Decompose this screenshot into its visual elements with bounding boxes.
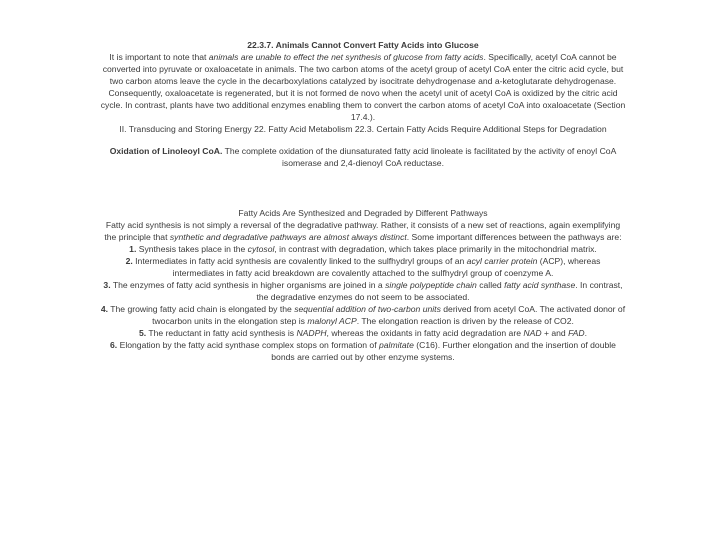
emphasis-text: synthetic and degradative pathways are almost always distinct (169, 232, 407, 242)
item-number: 2. (125, 256, 133, 266)
emphasis-text: single polypeptide chain (385, 280, 477, 290)
emphasis-text: acyl carrier protein (466, 256, 538, 266)
emphasis-text: cytosol (247, 244, 275, 254)
text-run: and (548, 328, 569, 338)
text-run: Elongation by the fatty acid synthase complex stops on formation of (117, 340, 379, 350)
text-run: The reductant in fatty acid synthesis is (146, 328, 297, 338)
emphasis-text: animals are unable to effect the net synthesis of glucose from fatty acids (208, 52, 484, 62)
paragraph-glucose (100, 51, 626, 123)
text-run: The complete oxidation of the diunsaturated fatty acid linoleate is facilitated by the activity of enoyl CoA isomerase and 2,4-dienoyl CoA reductase. (222, 146, 617, 168)
item-number: 5. (138, 328, 147, 338)
text-run: . (584, 328, 588, 338)
item-number: 6. (110, 340, 118, 350)
list-item (100, 339, 626, 363)
section-heading: 22.3.7. Animals Cannot Convert Fatty Acids into Glucose (247, 40, 479, 50)
section-linoleoyl (100, 145, 626, 169)
text-run: . The elongation reaction is driven by the release of CO2. (356, 316, 574, 326)
item-number: 4. (100, 304, 109, 314)
text-run: . Specifically, acetyl CoA cannot be converted into pyruvate or oxaloacetate in animals. The two carbon atoms of the acetyl group of acetyl CoA enter the citric acid cycle, but two carbon atoms leave the cycle in the decarboxylations catalyzed by isocitrate dehydrogenase and a-ketoglutarate dehydrogenase. Consequently, oxaloacetate is regenerated, but it is not formed de novo when the acetyl unit of acetyl CoA is oxidized by the citric acid cycle. In contrast, plants have two additional enzymes enabling them to convert the carbon atoms of acetyl CoA into oxaloacetate (Section 17.4.). (100, 52, 626, 122)
text-run: The growing fatty acid chain is elongated by the (108, 304, 295, 314)
text-run: . Some important differences between the pathways are: (406, 232, 622, 242)
emphasis-text: malonyl ACP (307, 316, 357, 326)
text-run: The enzymes of fatty acid synthesis in higher organisms are joined in a (110, 280, 386, 290)
emphasis-text: NAD + (523, 328, 549, 338)
text-run: (ACP), whereas intermediates in fatty acid breakdown are covalently attached to the sulfhydryl group of coenzyme A. (172, 256, 601, 278)
emphasis-text: palmitate (378, 340, 414, 350)
emphasis-text: fatty acid synthase (504, 280, 576, 290)
item-number: 3. (103, 280, 111, 290)
text-run: . In contrast, the degradative enzymes do not seem to be associated. (256, 280, 623, 302)
emphasis-text: NADPH (296, 328, 327, 338)
section-synthesis (100, 207, 626, 363)
text-run: , whereas the oxidants in fatty acid degradation are (326, 328, 524, 338)
list-item (100, 303, 626, 327)
section-heading: Fatty Acids Are Synthesized and Degraded by Different Pathways (238, 208, 488, 218)
section-glucose (100, 39, 626, 135)
emphasis-text: FAD (568, 328, 585, 338)
list-item (100, 327, 626, 339)
paragraph-title: Oxidation of Linoleoyl CoA. (109, 146, 223, 156)
list-item (100, 279, 626, 303)
paragraph-intro (100, 219, 626, 243)
text-run: Intermediates in fatty acid synthesis are covalently linked to the sulfhydryl groups of an (132, 256, 467, 266)
item-number: 1. (129, 244, 137, 254)
paragraph-linoleoyl (100, 145, 626, 169)
list-item (100, 243, 626, 255)
text-run: , in contrast with degradation, which takes place primarily in the mitochondrial matrix. (274, 244, 597, 254)
text-run: called (476, 280, 505, 290)
text-run: Synthesis takes place in the (136, 244, 248, 254)
list-item (100, 255, 626, 279)
emphasis-text: sequential addition of two-carbon units (294, 304, 441, 314)
text-run: It is important to note that (109, 52, 209, 62)
text-run: (C16). Further elongation and the insertion of double bonds are carried out by other enzyme systems. (271, 340, 616, 362)
text-run: derived from acetyl CoA. The activated donor of twocarbon units in the elongation step is (152, 304, 626, 326)
text-run: Fatty acid synthesis is not simply a reversal of the degradative pathway. Rather, it consists of a new set of reactions, again exemplifying the principle that (104, 220, 621, 242)
breadcrumb: II. Transducing and Storing Energy 22. Fatty Acid Metabolism 22.3. Certain Fatty Acids Require Additional Steps for Degradation (119, 124, 607, 134)
